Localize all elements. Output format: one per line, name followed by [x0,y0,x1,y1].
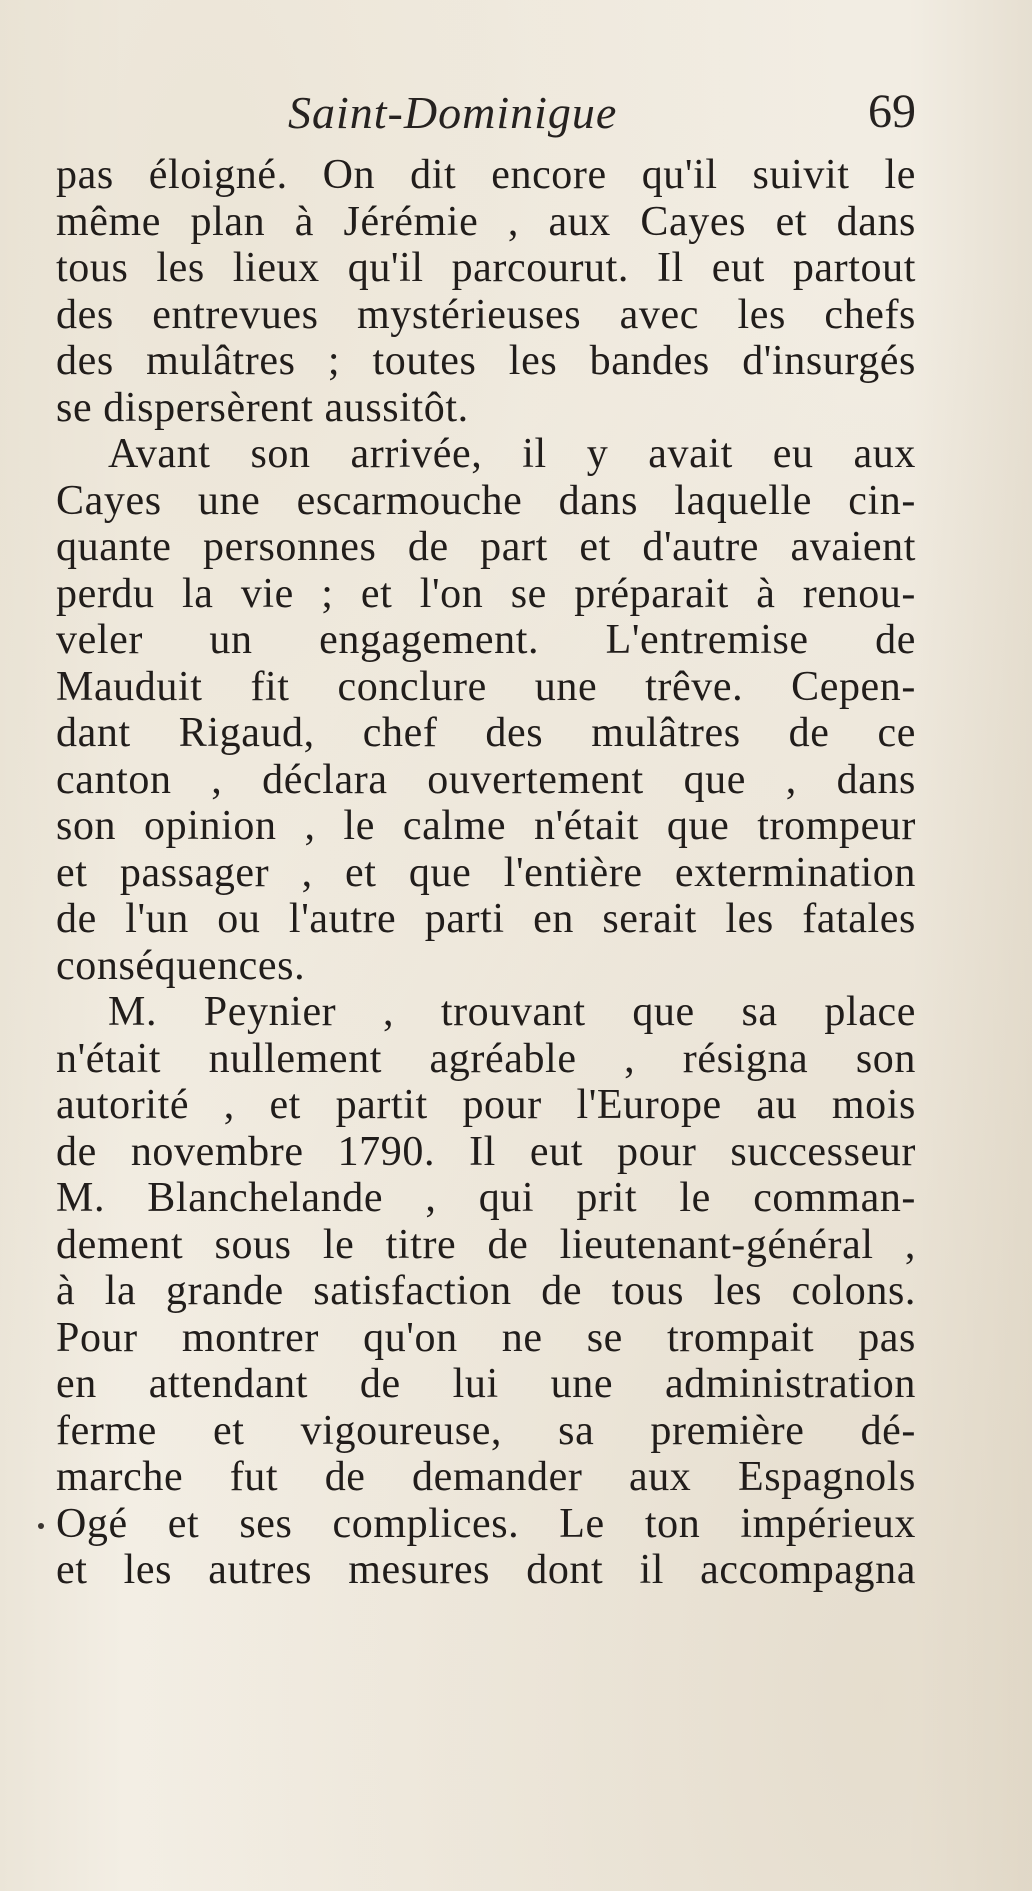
running-head [56,78,916,148]
running-title: Saint-Dominigue [288,87,618,138]
text-line: pas éloigné. On dit encore qu'il suivit le [56,152,916,198]
text-line: veler un engagement. L'entremise de [56,617,916,663]
text-line: autorité , et partit pour l'Europe au mois [56,1082,916,1128]
text-line: et les autres mesures dont il accompagna [56,1547,916,1593]
text-line: et passager , et que l'entière extermination [56,849,916,896]
text-line: des entrevues mystérieuses avec les chefs [56,291,916,338]
text-line: conséquences. [56,942,306,989]
text-line: marche fut de demander aux Espagnols [56,1454,916,1500]
text-line: canton , déclara ouvertement que , dans [56,756,916,803]
paragraph-start-line: M. Peynier , trouvant que sa place [108,989,916,1035]
text-line: de l'un ou l'autre parti en serait les fatales [56,896,916,942]
page-number: 69 [868,85,916,138]
text-line: dement sous le titre de lieutenant-général , [56,1221,916,1268]
text-line: même plan à Jérémie , aux Cayes et dans [56,198,916,245]
text-line: des mulâtres ; toutes les bandes d'insurgés [56,338,916,384]
text-line: à la grande satisfaction de tous les colons. [56,1268,916,1314]
text-line: se dispersèrent aussitôt. [56,384,469,431]
text-line: ferme et vigoureuse, sa première dé- [56,1407,916,1454]
text-line: de novembre 1790. Il eut pour successeur [56,1128,916,1175]
paragraph-start-line: Avant son arrivée, il y avait eu aux [108,431,916,477]
text-line: tous les lieux qu'il parcourut. Il eut partout [56,245,916,291]
text-line: Pour montrer qu'on ne se trompait pas [56,1314,916,1361]
text-line: dant Rigaud, chef des mulâtres de ce [56,710,916,756]
text-line: Mauduit fit conclure une trêve. Cepen- [56,663,916,710]
text-line: son opinion , le calme n'était que trompeur [56,803,916,849]
text-line: n'était nullement agréable , résigna son [56,1035,916,1082]
body-text [56,152,916,1594]
text-line: quante personnes de part et d'autre avaient [56,524,916,570]
text-line: M. Blanchelande , qui prit le comman- [56,1175,916,1221]
text-line: en attendant de lui une administration [56,1361,916,1407]
text-line: perdu la vie ; et l'on se préparait à renou- [56,570,916,617]
text-line: Cayes une escarmouche dans laquelle cin- [56,477,916,524]
text-line: Ogé et ses complices. Le ton impérieux [56,1500,916,1547]
ink-speck [38,1523,44,1529]
